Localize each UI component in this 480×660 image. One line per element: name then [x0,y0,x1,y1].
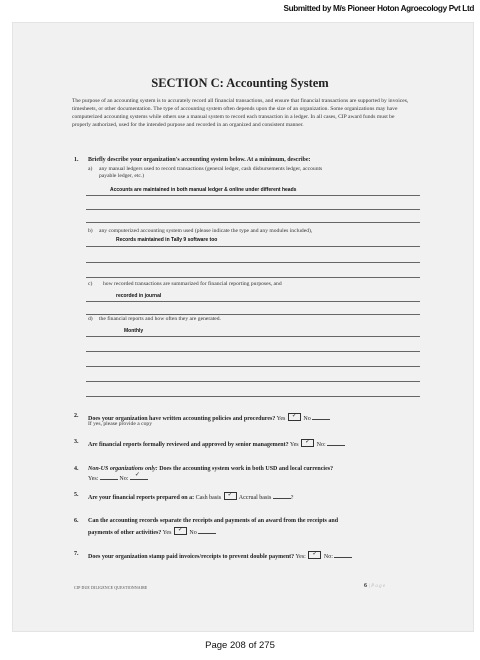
q4-yes-blank[interactable] [100,474,118,480]
q2-yes-checkbox[interactable] [288,413,301,421]
q3-row [88,439,345,448]
q1b-text: any computerized accounting system used (please indicate the type and any modules included), [99,228,313,234]
answer-line [86,396,420,397]
q1d-answer: Monthly [124,328,144,334]
q2-text: Does your organization have written accounting policies and procedures? [88,416,276,422]
q1b-answer: Records maintained in Tally 9 software too [116,237,218,243]
q1d-text: the financial reports and how often they are generated. [99,316,221,322]
q1c-text: how recorded transactions are summarized for financial reporting purposes, and [103,281,282,287]
answer-line [86,246,420,247]
answer-line [86,381,420,382]
answer-line [86,262,420,263]
answer-line [86,301,420,302]
answer-line [86,209,420,210]
q4-number: 4. [74,466,79,472]
footer-page: 6 [364,583,367,589]
footer-page-number [364,583,385,589]
q1c-label: c) [88,281,93,287]
q1d-label: d) [88,316,93,322]
footer-page-word: | P a g e [368,584,386,589]
q5-question-mark: ? [290,495,294,501]
q4-text: Does the accounting system work in both USD and local currencies? [159,466,334,472]
q3-yes-label: Yes [289,442,299,448]
q2-note: If yes, please provide a copy [88,421,152,427]
q6-number: 6. [74,518,79,524]
q5-number: 5. [74,492,79,498]
q1a-label: a) [88,166,93,172]
check-mark-icon: ✓ [291,412,297,419]
page-count: Page 208 of 275 [205,640,275,651]
check-mark-icon: ✓ [227,491,233,498]
q6-yes-checkbox[interactable] [174,527,187,535]
q3-text: Are financial reports formally reviewed and approved by senior management? [88,442,289,448]
q6-no-label: No [189,530,197,536]
q4-yes-label: Yes: [88,476,99,482]
q7-number: 7. [74,551,79,557]
q2-no-blank[interactable] [312,414,330,420]
q7-yes-checkbox[interactable] [308,551,321,559]
check-mark-icon: ✓ [177,526,183,533]
q3-yes-checkbox[interactable] [301,439,314,447]
q2-number: 2. [74,413,79,419]
q4-no-blank[interactable] [130,471,148,480]
q1c-answer: recorded in journal [116,293,162,299]
footer-form-name: CIP DUE DILIGENCE QUESTIONNAIRE [74,586,148,590]
q6-text: Can the accounting records separate the receipts and payments of an award from the receipts and [88,518,339,524]
q6-yes-label: Yes [162,530,172,536]
q7-text: Does your organization stamp paid invoices/receipts to prevent double payment? [88,554,295,560]
q2-yes-label: Yes [276,416,286,422]
q6-text-2: payments of other activities? [88,530,162,536]
q7-no-label: No: [323,554,333,560]
q7-no-blank[interactable] [334,552,352,558]
answer-line [86,351,420,352]
answer-line [86,277,420,278]
q1a-text-2: payable ledger, etc.) [99,173,145,179]
submitted-by-header: Submitted by M/s Pioneer Hoton Agroecology Pvt Ltd [283,4,474,13]
q6-row [88,527,216,536]
answer-line [86,336,420,337]
q2-no-label: No [303,416,311,422]
check-mark-icon: ✓ [312,550,318,557]
answer-line [86,366,420,367]
q3-no-label: No: [316,442,326,448]
q5-cash-checkbox[interactable] [224,492,237,500]
q1b-label: b) [88,228,93,234]
q3-number: 3. [74,439,79,445]
intro-paragraph: The purpose of an accounting system is to accurately record all financial transactions, and ensure that financial transactions are supported by invoices, timesheets, or other documentation. The type of accounting system often depends upon the size of an organization. Some organizations may have computerized accounting systems while others use a manual system to record each transaction in a ledger. In all cases, CIP award funds must be properly authorized, used for the intended purpose and recorded in an organized and consistent manner. [72,98,409,129]
q5-text: Are your financial reports prepared on a: [88,495,195,501]
q7-row [88,551,352,560]
answer-line [86,222,420,223]
check-mark-icon: ✓ [305,438,311,445]
q1-number: 1. [74,157,79,163]
q4-row [88,466,333,472]
q5-accrual-blank[interactable] [273,493,291,499]
q5-accrual-label: Accrual basis [238,495,272,501]
q5-cash-label: Cash basis [195,495,222,501]
q4-answer-row [88,471,148,482]
q6-no-blank[interactable] [198,528,216,534]
answer-line [86,195,420,196]
q4-no-label: No: [119,476,129,482]
check-mark-icon: ✓ [134,471,140,478]
q5-row [88,492,293,501]
q7-yes-label: Yes: [295,554,306,560]
q4-prefix: Non-US organizations only: [88,466,158,472]
section-title: SECTION C: Accounting System [151,76,329,90]
q1-text: Briefly describe your organization's accounting system below. At a minimum, describe: [88,157,311,163]
q1a-answer: Accounts are maintained in both manual ledger & online under different heads [110,187,297,193]
q3-no-blank[interactable] [327,440,345,446]
answer-line [86,314,420,315]
q1a-text: any manual ledgers used to record transactions (general ledger, cash disbursements ledger, accounts [99,166,323,172]
